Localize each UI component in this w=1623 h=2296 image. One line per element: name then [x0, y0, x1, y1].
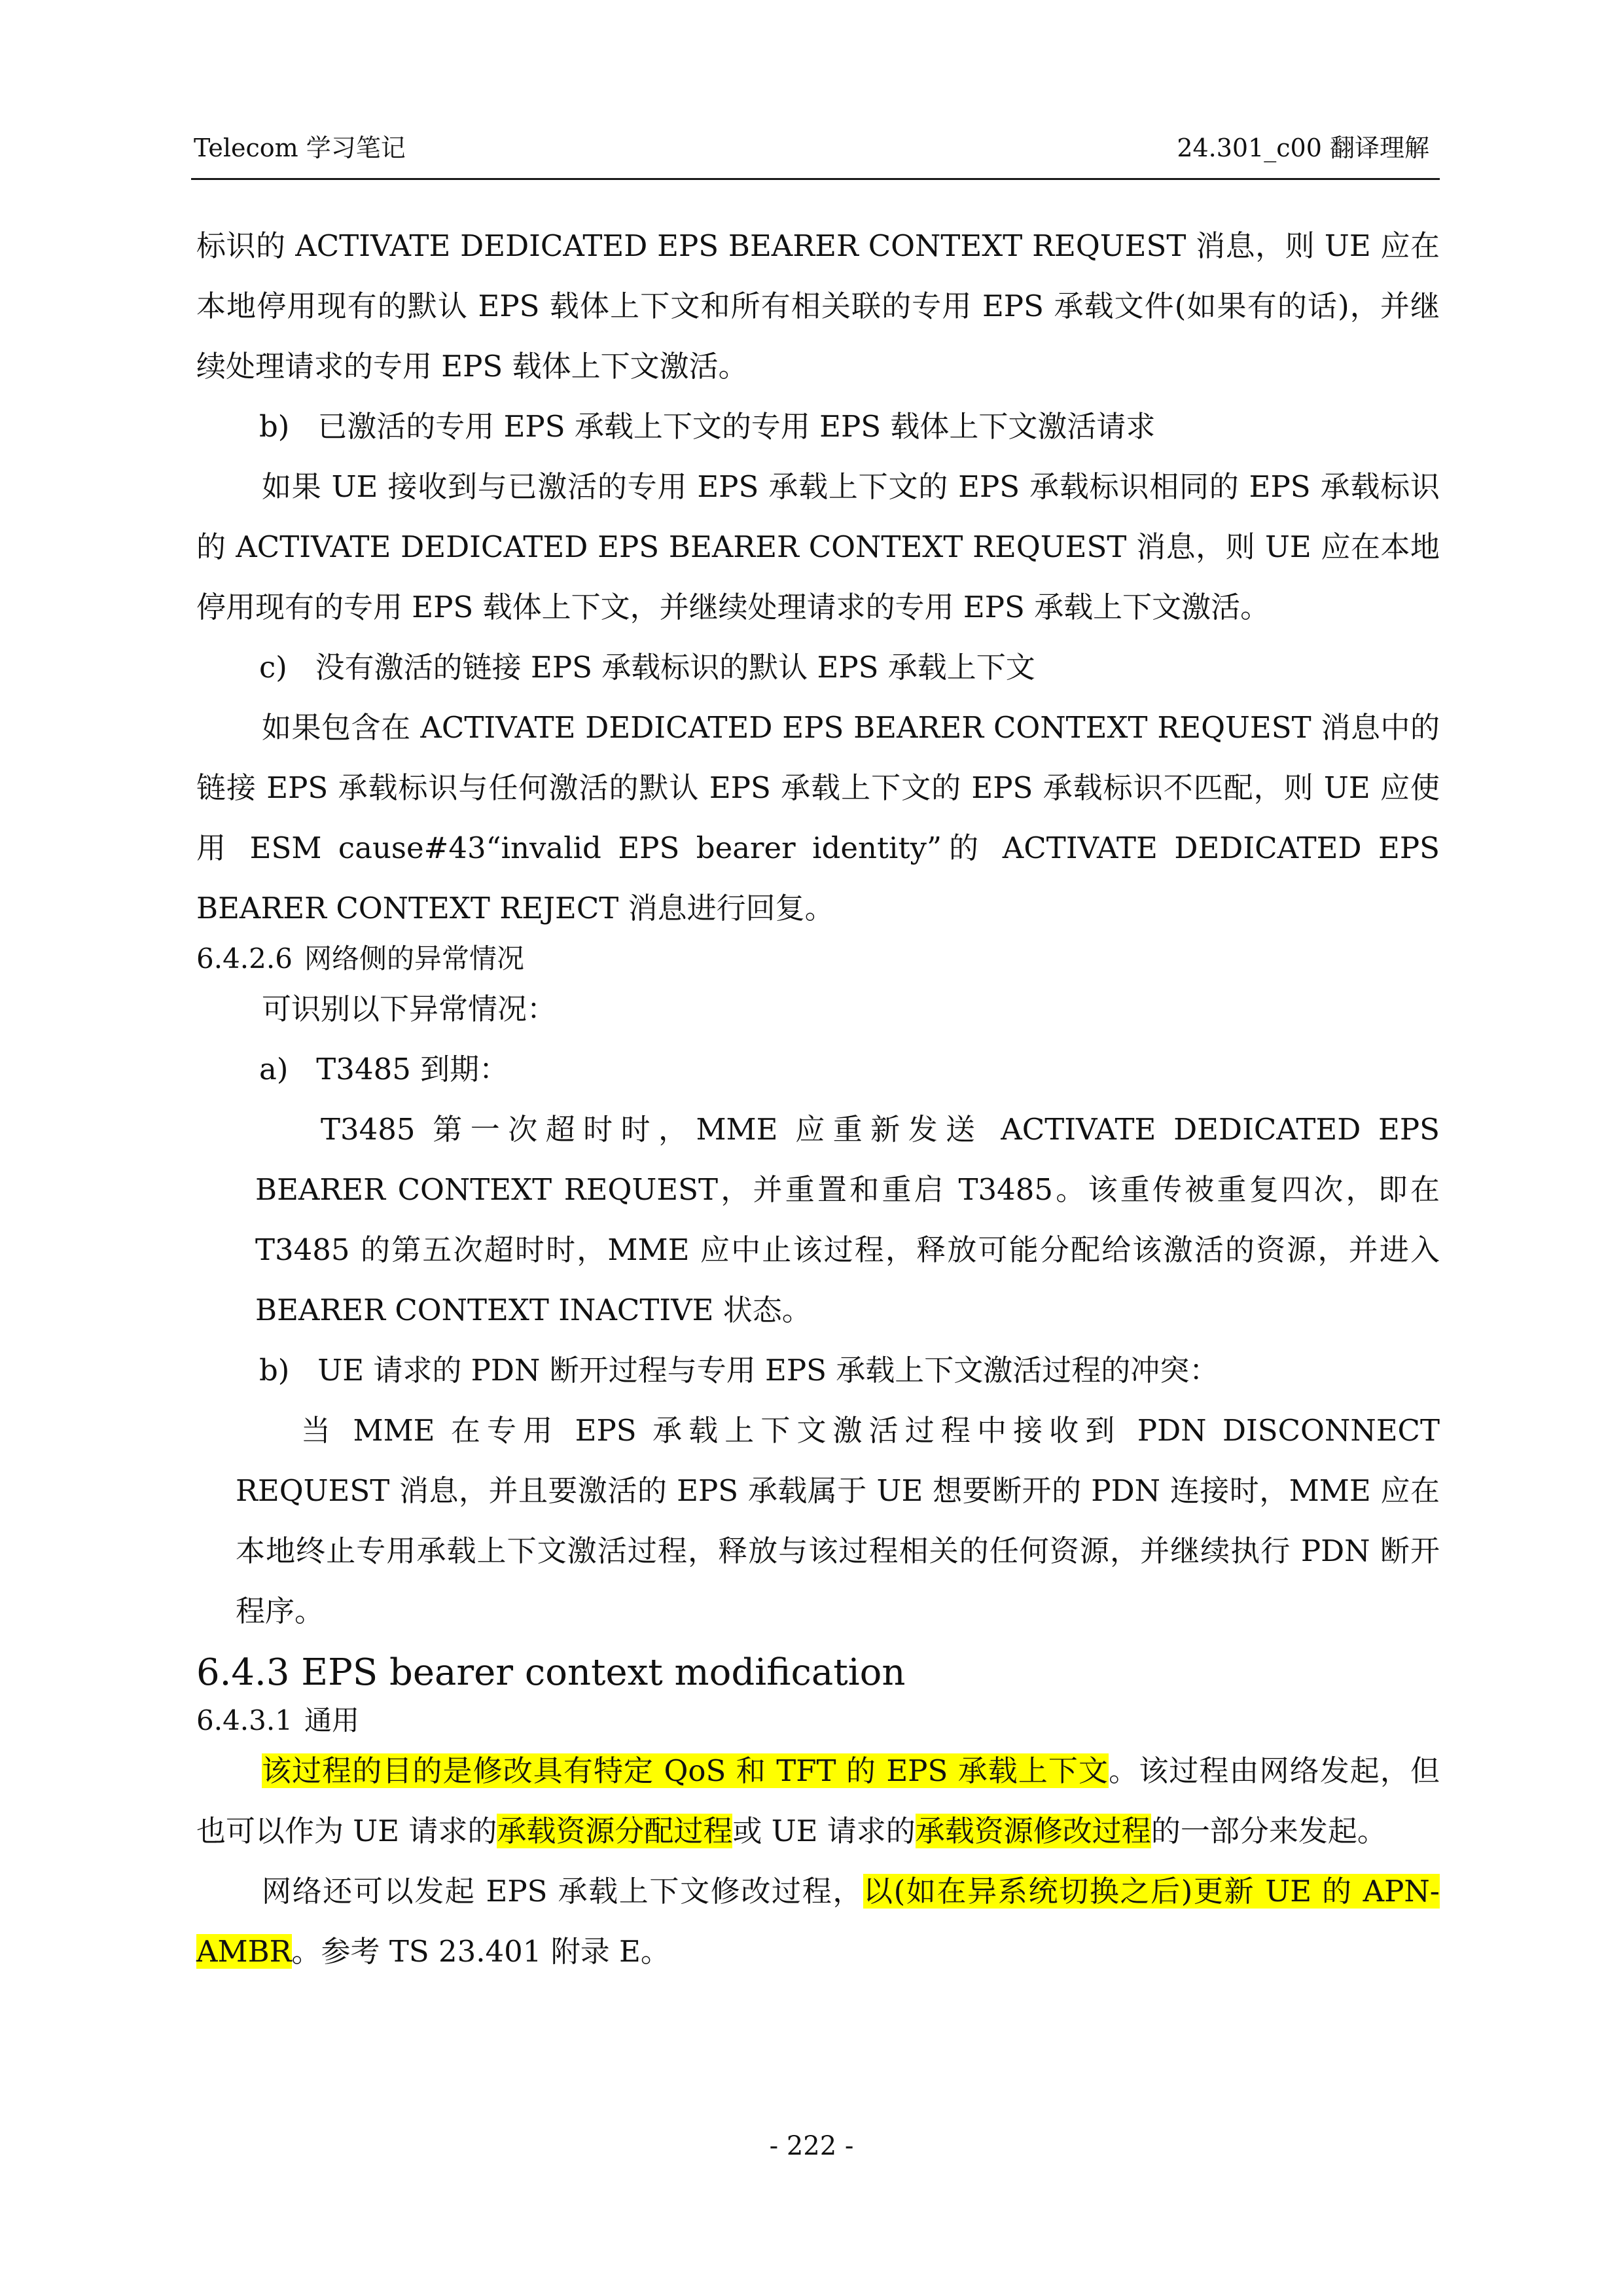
- list-item-b2-heading: b) UE 请求的 PDN 断开过程与专用 EPS 承载上下文激活过程的冲突：: [259, 1353, 1219, 1388]
- body-text: 网络还可以发起 EPS 承载上下文修改过程，: [262, 1874, 864, 1909]
- section-number: 6.4.3.1: [196, 1704, 293, 1736]
- page-number: - 222 -: [769, 2131, 854, 2161]
- paragraph-default-bearer-deactivate: 标识的 ACTIVATE DEDICATED EPS BEARER CONTEXT REQUEST 消息，则 UE 应在本地停用现有的默认 EPS 载体上下文和所有相关联的专用 EPS 承载文件(如果有的话)，并继续处理请求的专用 EPS 载体上下文激活。: [196, 228, 1440, 384]
- paragraph-dedicated-bearer-duplicate: 如果 UE 接收到与已激活的专用 EPS 承载上下文的 EPS 承载标识相同的 EPS 承载标识的 ACTIVATE DEDICATED EPS BEARER CONTEXT REQUEST 消息，则 UE 应在本地停用现有的专用 EPS 载体上下文，并继续处理请求的专用 EPS 承载上下文激活。: [196, 469, 1440, 624]
- section-heading-6-4-3-1: [196, 1700, 1440, 1741]
- paragraph-t3485-expiry: T3485 第一次超时时，MME 应重新发送 ACTIVATE DEDICATED EPS BEARER CONTEXT REQUEST，并重置和重启 T3485。该重传被重复四次，即在 T3485 的第五次超时时，MME 应中止该过程，释放可能分配给该激活的资源，并进入 BEARER CONTEXT INACTIVE 状态。: [255, 1112, 1440, 1327]
- highlighted-text: 承载资源修改过程: [915, 1814, 1151, 1848]
- paragraph-abnormal-intro: 可识别以下异常情况：: [262, 992, 557, 1026]
- section-number: 6.4.2.6: [196, 942, 293, 975]
- section-heading-6-4-3: 6.4.3 EPS bearer context modification: [196, 1651, 906, 1694]
- list-item-a-heading: a) T3485 到期：: [259, 1052, 509, 1086]
- list-item-b-heading: b) 已激活的专用 EPS 承载上下文的专用 EPS 载体上下文激活请求: [259, 409, 1156, 444]
- header-title: Telecom 学习笔记: [194, 134, 406, 162]
- body-text: 或 UE 请求的: [732, 1814, 916, 1848]
- body-text: 。参考 TS 23.401 附录 E。: [291, 1934, 670, 1969]
- body-text: 的一部分来发起。: [1150, 1814, 1387, 1848]
- header-divider: [191, 178, 1440, 180]
- paragraph-pdn-disconnect-collision: 当 MME 在专用 EPS 承载上下文激活过程中接收到 PDN DISCONNECT REQUEST 消息，并且要激活的 EPS 承载属于 UE 想要断开的 PDN 连接时，MME 应在本地终止专用承载上下文激活过程，释放与该过程相关的任何资源，并继续执行 PDN 断开程序。: [236, 1413, 1440, 1628]
- highlighted-text: 承载资源分配过程: [497, 1814, 733, 1848]
- section-title: 通用: [304, 1704, 359, 1736]
- highlighted-text: 该过程的目的是修改具有特定 QoS 和 TFT 的 EPS 承载上下文: [262, 1753, 1109, 1788]
- page-body: [196, 216, 1440, 1982]
- section-title: 网络侧的异常情况: [304, 942, 524, 975]
- highlighted-text: 以(如在异系统切换之后)更新 UE 的 APN-AMBR: [196, 1874, 1440, 1969]
- section-heading-6-4-2-6: [196, 939, 1440, 979]
- body-text: 。该过程由网络发起，但也可以作为 UE 请求的: [196, 1753, 1440, 1848]
- header-doc-id: 24.301_c00 翻译理解: [1177, 134, 1429, 162]
- paragraph-apn-ambr-update: [196, 1861, 1440, 1982]
- paragraph-modification-purpose: [196, 1741, 1440, 1861]
- paragraph-linked-bearer-mismatch: 如果包含在 ACTIVATE DEDICATED EPS BEARER CONTEXT REQUEST 消息中的链接 EPS 承载标识与任何激活的默认 EPS 承载上下文的 EPS 承载标识不匹配，则 UE 应使用 ESM cause#43“invalid EPS bearer identity”的 ACTIVATE DEDICATED EPS BEARER CONTEXT REJECT 消息进行回复。: [196, 710, 1440, 925]
- list-item-c-heading: c) 没有激活的链接 EPS 承载标识的默认 EPS 承载上下文: [259, 650, 1035, 685]
